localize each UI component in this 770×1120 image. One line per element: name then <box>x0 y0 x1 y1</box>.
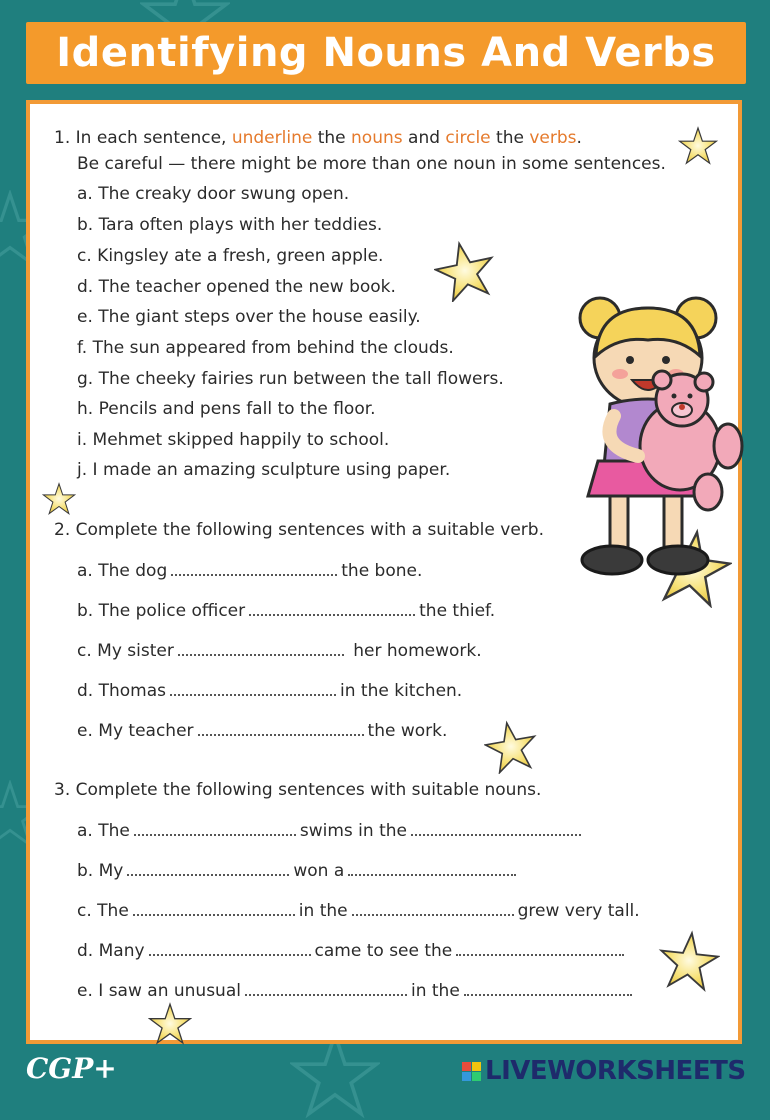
q3-instruction <box>54 780 541 800</box>
item-text: The creaky door swung open. <box>98 184 350 204</box>
item-text: in the kitchen. <box>340 681 463 701</box>
list-item <box>77 338 454 358</box>
item-text: The police officer <box>98 601 246 621</box>
answer-blank[interactable] <box>178 640 344 656</box>
q1-instruction <box>54 128 582 148</box>
item-text: the work. <box>367 721 448 741</box>
item-letter: a. <box>77 561 93 581</box>
list-item <box>77 640 482 661</box>
item-text: The sun appeared from behind the clouds. <box>92 338 454 358</box>
liveworksheets-icon <box>462 1062 481 1081</box>
girl-with-teddy-illustration <box>558 296 748 586</box>
item-letter: e. <box>77 307 93 327</box>
answer-blank[interactable] <box>352 900 514 916</box>
answer-blank[interactable] <box>134 820 296 836</box>
q1-number: 1. <box>54 128 71 148</box>
liveworksheets-brand: LIVEWORKSHEETS <box>485 1056 746 1086</box>
item-text: I made an amazing sculpture using paper. <box>92 460 451 480</box>
q2-instruction <box>54 520 544 540</box>
item-text: Pencils and pens fall to the floor. <box>98 399 376 419</box>
item-text: The <box>98 821 130 841</box>
list-item <box>77 215 382 235</box>
text-fragment: the <box>317 128 346 148</box>
keyword-verbs: verbs <box>529 128 577 148</box>
list-item <box>77 860 520 881</box>
list-item <box>77 680 462 701</box>
liveworksheets-logo <box>462 1054 762 1088</box>
item-text: The dog <box>98 561 168 581</box>
star-icon <box>42 482 76 516</box>
answer-blank[interactable] <box>171 560 337 576</box>
q3-text: Complete the following sentences with suitable nouns. <box>75 780 542 800</box>
page-title: Identifying Nouns And Verbs <box>56 30 716 76</box>
answer-blank[interactable] <box>249 600 415 616</box>
answer-blank[interactable] <box>198 720 364 736</box>
list-item <box>77 430 389 450</box>
list-item <box>77 307 421 327</box>
list-item <box>77 980 636 1001</box>
item-text: in the <box>298 901 348 921</box>
list-item <box>77 399 376 419</box>
item-letter: j. <box>77 460 88 480</box>
item-text: The teacher opened the new book. <box>98 277 396 297</box>
publisher-logo: CGP+ <box>26 1052 117 1085</box>
item-text: The <box>97 901 129 921</box>
text-fragment: and <box>408 128 441 148</box>
q3-number: 3. <box>54 780 71 800</box>
answer-blank[interactable] <box>170 680 336 696</box>
answer-blank[interactable] <box>456 940 624 956</box>
item-letter: e. <box>77 721 93 741</box>
item-text: Many <box>98 941 145 961</box>
keyword-underline: underline <box>231 128 313 148</box>
answer-blank[interactable] <box>149 940 311 956</box>
answer-blank[interactable] <box>464 980 632 996</box>
item-letter: b. <box>77 215 94 235</box>
item-letter: h. <box>77 399 94 419</box>
item-text: Tara often plays with her teddies. <box>98 215 383 235</box>
item-text: her homework. <box>353 641 482 661</box>
item-text: won a <box>293 861 345 881</box>
q2-number: 2. <box>54 520 71 540</box>
list-item <box>77 820 585 841</box>
list-item <box>77 600 495 621</box>
item-letter: d. <box>77 681 94 701</box>
item-text: came to see the <box>314 941 453 961</box>
item-letter: d. <box>77 277 94 297</box>
item-text: grew very tall. <box>517 901 640 921</box>
star-icon <box>434 240 496 302</box>
item-letter: a. <box>77 184 93 204</box>
q2-text: Complete the following sentences with a suitable verb. <box>75 520 544 540</box>
answer-blank[interactable] <box>127 860 289 876</box>
item-letter: b. <box>77 861 94 881</box>
item-letter: c. <box>77 246 92 266</box>
item-text: Kingsley ate a fresh, green apple. <box>97 246 384 266</box>
item-text: My sister <box>97 641 174 661</box>
item-letter: b. <box>77 601 94 621</box>
item-text: My <box>98 861 124 881</box>
item-letter: e. <box>77 981 93 1001</box>
item-letter: i. <box>77 430 88 450</box>
title-banner <box>26 22 746 84</box>
item-text: My teacher <box>98 721 194 741</box>
star-icon <box>678 126 718 166</box>
item-letter: a. <box>77 821 93 841</box>
text-fragment: In each sentence, <box>75 128 227 148</box>
item-letter: c. <box>77 901 92 921</box>
item-letter: c. <box>77 641 92 661</box>
keyword-circle: circle <box>445 128 491 148</box>
star-icon <box>658 930 720 992</box>
item-text: the bone. <box>341 561 423 581</box>
item-text: the thief. <box>419 601 496 621</box>
item-text: Mehmet skipped happily to school. <box>92 430 390 450</box>
answer-blank[interactable] <box>245 980 407 996</box>
answer-blank[interactable] <box>411 820 581 836</box>
star-icon <box>148 1002 192 1046</box>
q1-instruction-line2: Be careful — there might be more than one noun in some sentences. <box>77 154 666 174</box>
item-text: swims in the <box>299 821 407 841</box>
list-item <box>77 940 628 961</box>
item-text: I saw an unusual <box>98 981 241 1001</box>
worksheet <box>26 100 742 1044</box>
item-letter: f. <box>77 338 88 358</box>
answer-blank[interactable] <box>348 860 516 876</box>
list-item <box>77 560 422 581</box>
list-item <box>77 900 640 921</box>
list-item <box>77 277 396 297</box>
item-text: in the <box>410 981 460 1001</box>
star-icon <box>484 720 538 774</box>
item-text: The cheeky fairies run between the tall flowers. <box>98 369 504 389</box>
answer-blank[interactable] <box>133 900 295 916</box>
list-item <box>77 460 450 480</box>
list-item <box>77 369 504 389</box>
text-fragment: . <box>576 128 582 148</box>
item-text: Thomas <box>98 681 167 701</box>
item-letter: g. <box>77 369 94 389</box>
list-item <box>77 246 383 266</box>
text-fragment: the <box>496 128 524 148</box>
item-letter: d. <box>77 941 94 961</box>
list-item <box>77 720 447 741</box>
list-item <box>77 184 349 204</box>
keyword-nouns: nouns <box>351 128 403 148</box>
item-text: The giant steps over the house easily. <box>98 307 421 327</box>
